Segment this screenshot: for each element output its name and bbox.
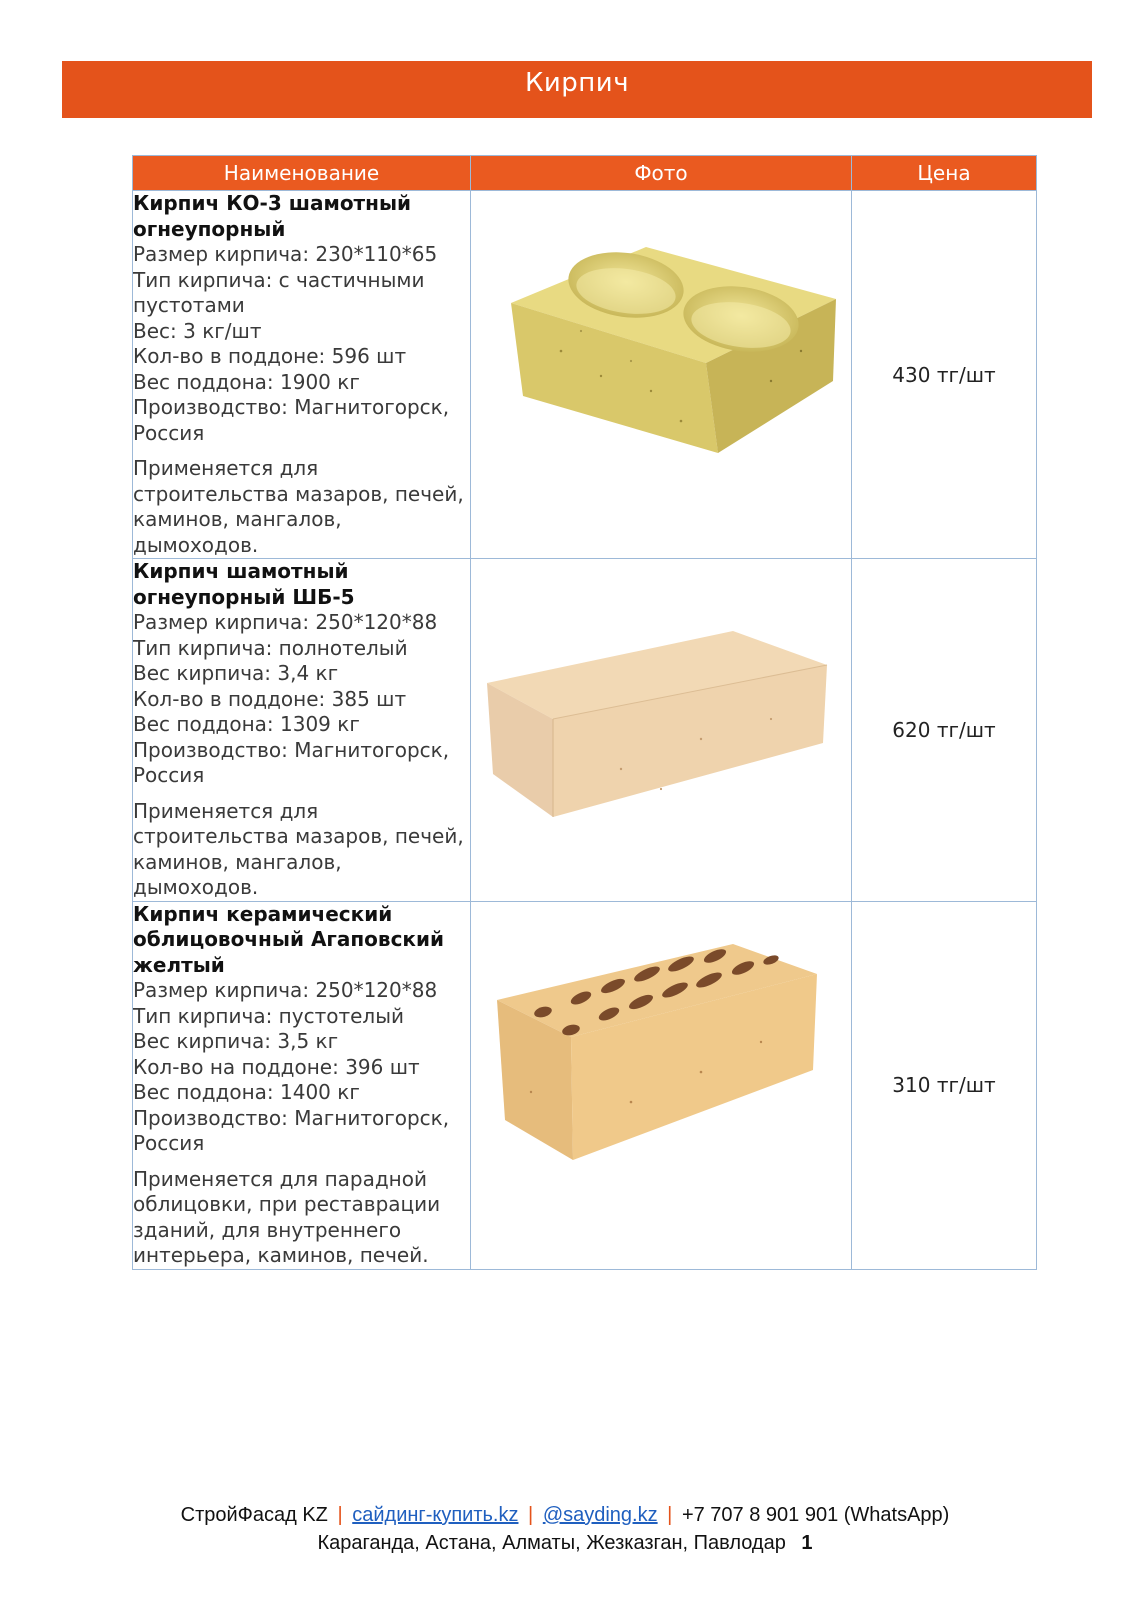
footer-separator: |: [667, 1504, 673, 1526]
product-spec: Размер кирпича: 250*120*88: [133, 610, 438, 634]
product-title: Кирпич КО-3 шамотный огнеупорный: [133, 191, 412, 241]
product-spec: Вес поддона: 1309 кг: [133, 712, 360, 736]
footer-site-link[interactable]: сайдинг-купить.kz: [352, 1504, 519, 1526]
table-header-row: [133, 156, 1037, 191]
product-spec: Вес кирпича: 3,4 кг: [133, 661, 339, 685]
product-price: 620 тг/шт: [892, 717, 996, 742]
footer-contacts: [0, 1504, 1130, 1527]
product-spec: Производство: Магнитогорск, Россия: [133, 395, 450, 445]
column-header-price: Цена: [852, 156, 1037, 191]
footer-cities-line: [0, 1532, 1130, 1555]
product-price: 430 тг/шт: [892, 362, 996, 387]
product-spec: Кол-во на поддоне: 396 шт: [133, 1054, 420, 1079]
table-row: [133, 559, 1037, 902]
footer-phone: +7 707 8 901 901 (WhatsApp): [681, 1504, 950, 1526]
product-name-cell: [133, 559, 471, 902]
product-spec: Кол-во в поддоне: 596 шт: [133, 344, 407, 368]
page-title-banner: [62, 61, 1092, 118]
page-title: Кирпич: [524, 68, 630, 98]
footer-cities: Караганда, Астана, Алматы, Жезказган, Павлодар: [317, 1532, 786, 1554]
table-row: [133, 191, 1037, 559]
product-price-cell: [852, 559, 1037, 902]
product-spec: Вес: 3 кг/шт: [133, 318, 262, 343]
product-spec: Производство: Магнитогорск, Россия: [133, 737, 450, 787]
product-title: Кирпич шамотный огнеупорный ШБ-5: [133, 559, 355, 609]
product-spec: Тип кирпича: с частичными пустотами: [133, 267, 425, 317]
product-title: Кирпич керамический облицовочный Агаповский желтый: [133, 901, 445, 977]
column-header-photo: Фото: [471, 156, 852, 191]
product-price: 310 тг/шт: [892, 1073, 996, 1097]
product-spec: Размер кирпича: 250*120*88: [133, 978, 438, 1002]
brick-agapovsky-photo: [471, 902, 852, 1264]
brick-shb5-photo: [471, 559, 852, 895]
product-photo-cell: [471, 901, 852, 1269]
product-price-cell: [852, 191, 1037, 559]
product-spec: Вес поддона: 1900 кг: [133, 369, 360, 394]
product-usage: Применяется для парадной облицовки, при реставрации зданий, для внутреннего интерьера, каминов, печей.: [133, 1166, 441, 1267]
footer-separator: |: [337, 1504, 343, 1526]
product-spec: Производство: Магнитогорск, Россия: [133, 1105, 450, 1155]
table-row: [133, 901, 1037, 1269]
product-usage: Применяется для строительства мазаров, печей, каминов, мангалов, дымоходов.: [133, 456, 464, 557]
product-photo-cell: [471, 559, 852, 902]
price-table: [132, 155, 1037, 1270]
product-name-cell: [133, 191, 471, 559]
product-spec: Кол-во в поддоне: 385 шт: [133, 686, 407, 711]
product-spec: Тип кирпича: пустотелый: [133, 1003, 404, 1028]
product-spec: Тип кирпича: полнотелый: [133, 635, 408, 660]
product-spec: Вес поддона: 1400 кг: [133, 1080, 360, 1104]
product-price-cell: [852, 901, 1037, 1269]
footer-separator: |: [528, 1504, 534, 1526]
product-spec: Размер кирпича: 230*110*65: [133, 242, 438, 266]
page-number: 1: [801, 1532, 813, 1554]
brick-ko3-photo: [471, 191, 852, 553]
product-name-cell: [133, 901, 471, 1269]
product-spec: Вес кирпича: 3,5 кг: [133, 1029, 339, 1053]
product-usage: Применяется для строительства мазаров, печей, каминов, мангалов, дымоходов.: [133, 798, 464, 899]
footer-instagram-link[interactable]: @sayding.kz: [542, 1504, 658, 1526]
column-header-name: Наименование: [133, 156, 471, 191]
product-photo-cell: [471, 191, 852, 559]
footer-company: СтройФасад KZ: [180, 1504, 328, 1526]
